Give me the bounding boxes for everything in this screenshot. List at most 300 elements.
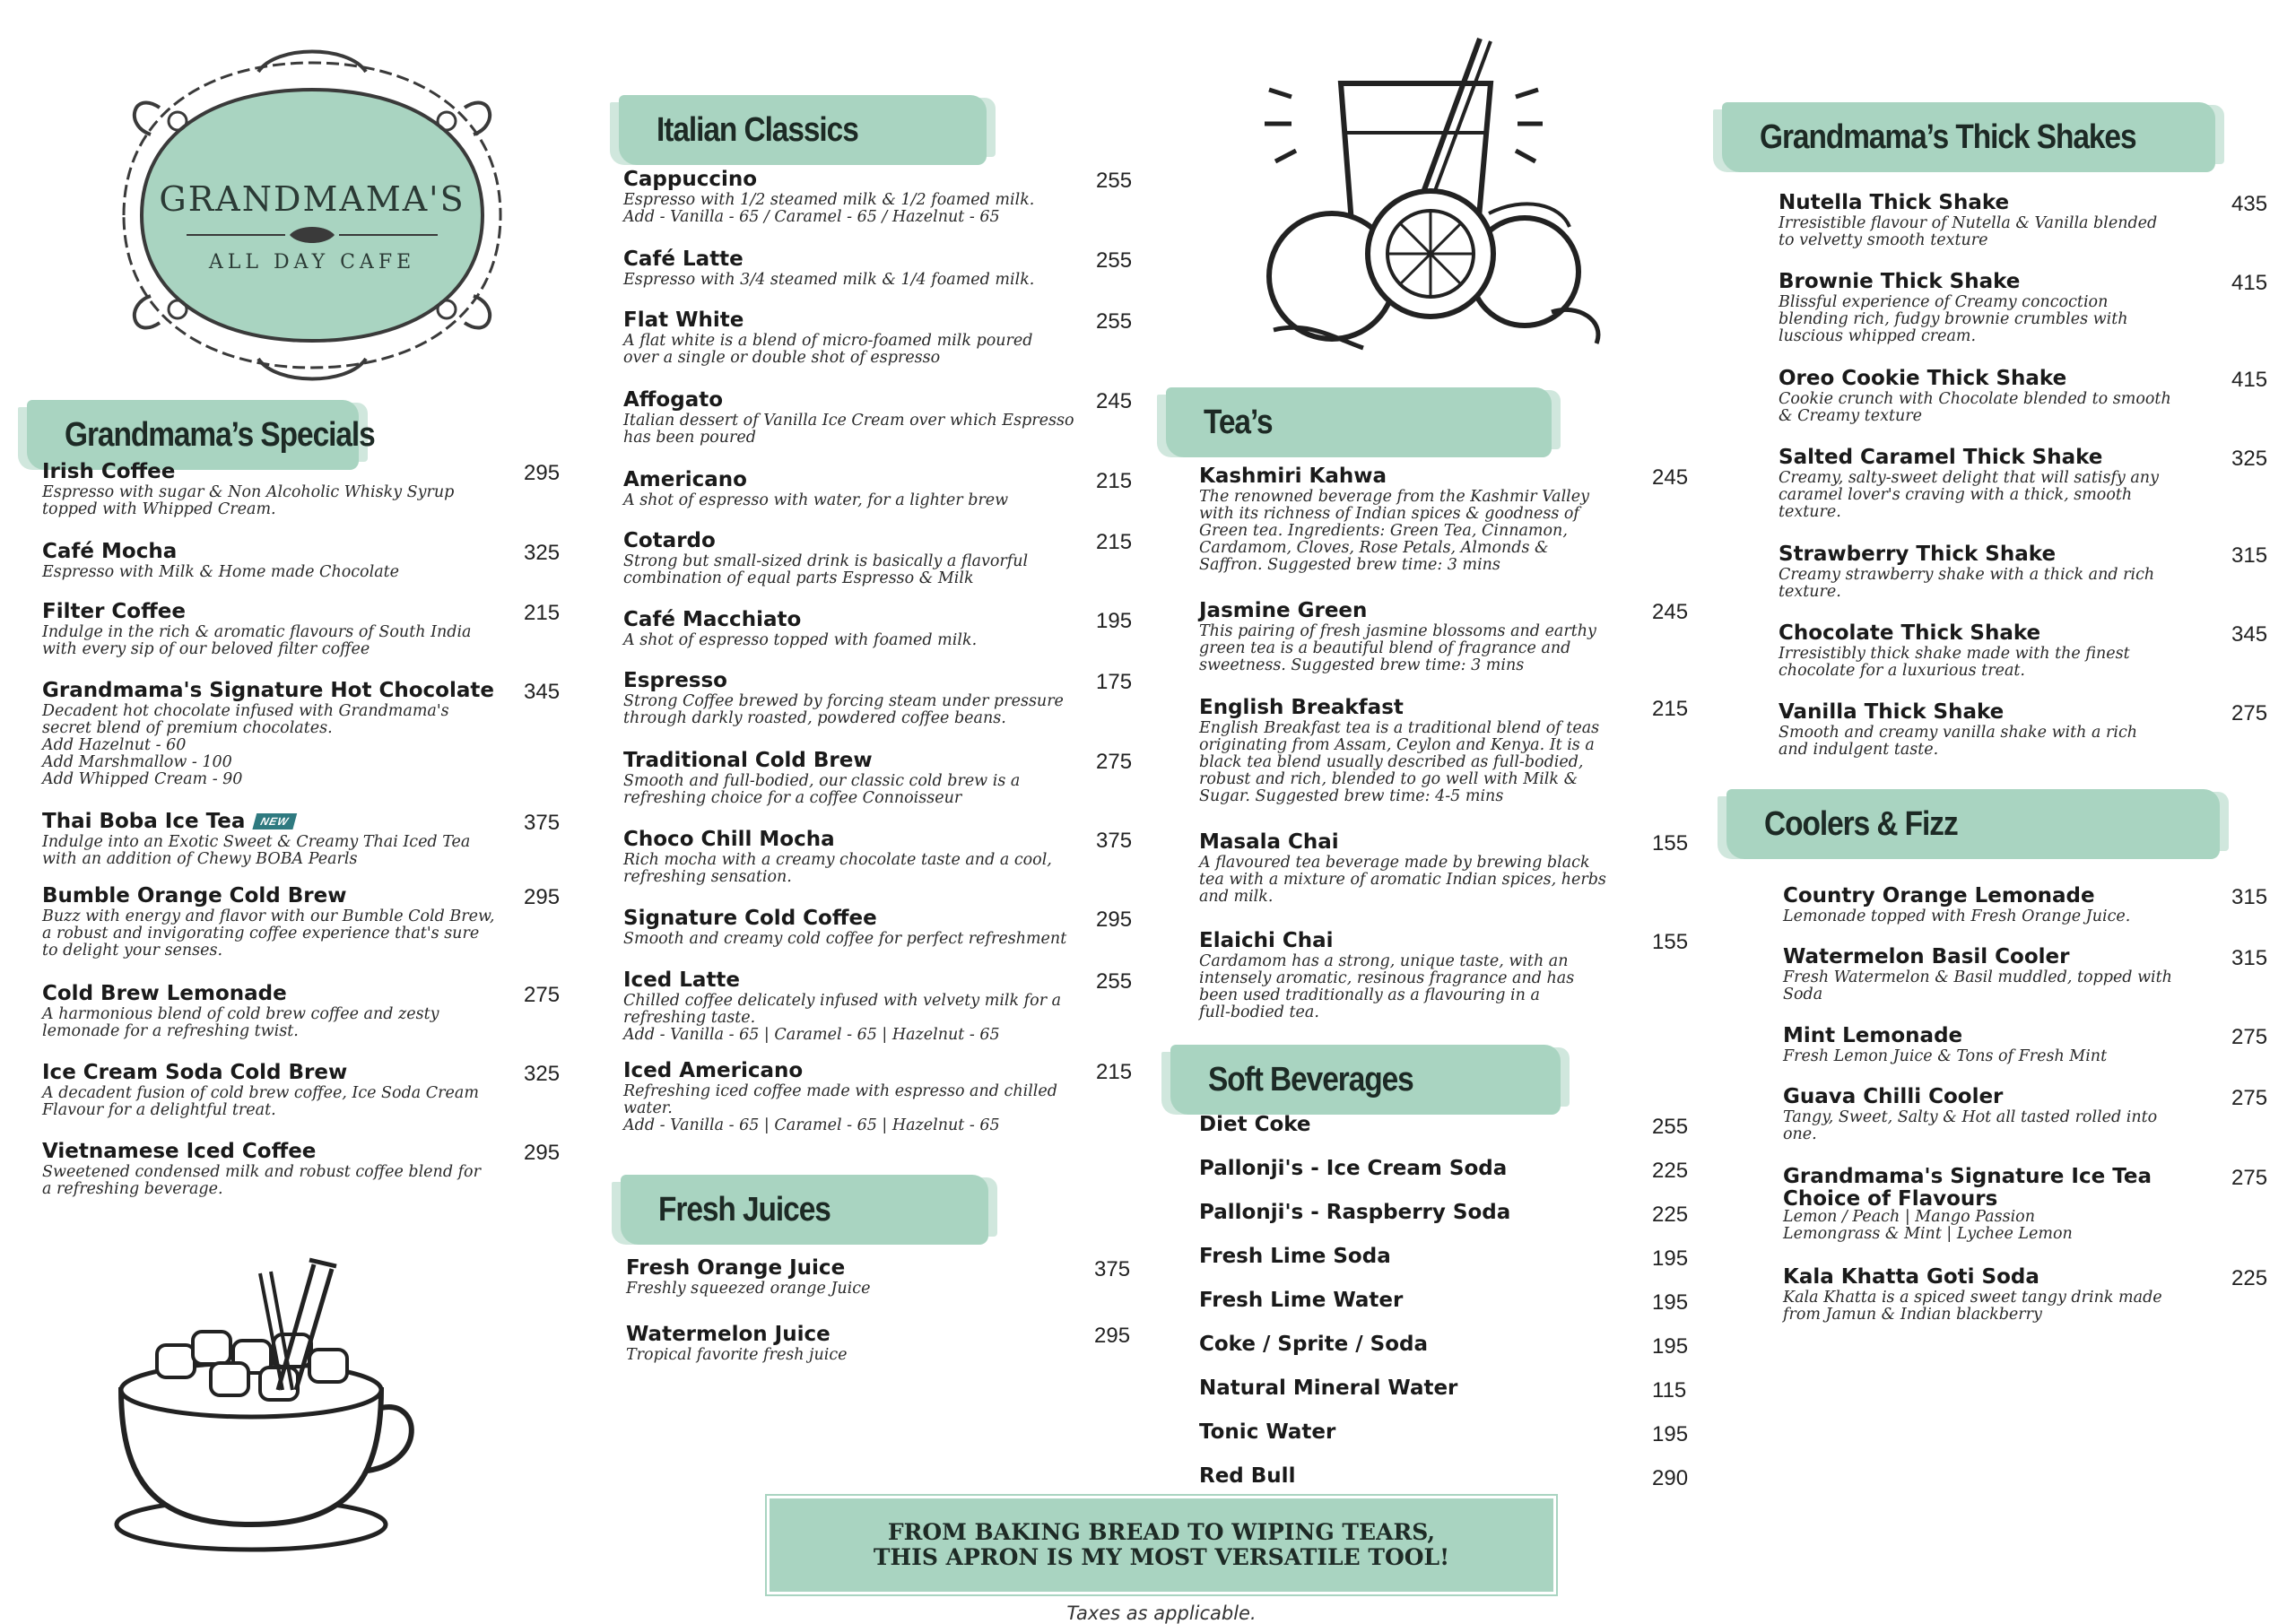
description-line: Espresso with sugar & Non Alcoholic Whisky Syrup [42,483,455,501]
description-line: Espresso with 3/4 steamed milk & 1/4 foamed milk. [623,271,1035,289]
item-price: 275 [2231,1025,2268,1049]
item-name: Mint Lemonade [1783,1024,1963,1047]
description-line: texture. [1779,583,1841,601]
item-name: Ice Cream Soda Cold Brew [42,1061,348,1084]
description-line: Strong but small-sized drink is basically a flavorful [623,552,1029,570]
item-price: 255 [1096,248,1133,273]
hot-chocolate-cup-icon [108,1255,422,1560]
item-description [42,834,470,868]
item-name: Nutella Thick Shake [1779,191,2010,214]
description-line: A flat white is a blend of micro-foamed milk poured [623,332,1033,350]
menu-item [42,883,494,960]
item-price: 155 [1652,930,1689,954]
item-price: 275 [2231,701,2268,725]
item-description [623,192,1034,226]
item-price: 255 [1652,1115,1689,1139]
item-price: 290 [1652,1466,1689,1490]
item-name: Jasmine Green [1199,599,1368,622]
item-name: Masala Chai [1199,830,1339,854]
item-description [623,693,1064,727]
description-line: and milk. [1199,888,1274,906]
description-line: A flavoured tea beverage made by brewing black [1199,854,1590,872]
menu-item [623,827,1052,886]
menu-item: Tonic Water [1199,1420,1336,1444]
description-line: topped with Whipped Cream. [42,500,276,518]
description-line: Add - Vanilla - 65 | Caramel - 65 | Hazelnut - 65 [623,1116,1000,1134]
description-line: Creamy, salty-sweet delight that will satisfy any [1779,469,2159,487]
item-price: 215 [524,601,561,625]
item-price: 295 [524,1141,561,1165]
section-header-teas [1166,387,1552,457]
item-name: Fresh Orange Juice [626,1256,846,1280]
description-line: sweetness. Suggested brew time: 3 mins [1199,656,1525,674]
item-name: Chocolate Thick Shake [1779,621,2041,645]
item-name: Flat White [623,308,744,332]
description-line: Lemon / Peach | Mango Passion [1783,1208,2035,1226]
description-line: over a single or double shot of espresso [623,349,941,367]
menu-item [42,459,454,518]
item-name: Grandmama's Signature Ice Tea [1783,1165,2152,1188]
item-price: 415 [2231,271,2268,295]
description-line: A decadent fusion of cold brew coffee, Ice Soda Cream [42,1084,479,1102]
item-name: Vanilla Thick Shake [1779,700,2005,724]
item-price: 255 [1096,969,1133,994]
menu-item [623,467,1008,509]
description-line: Cardamom has a strong, unique taste, with an [1199,952,1569,970]
menu-item [626,1255,870,1298]
description-line: Add - Vanilla - 65 | Caramel - 65 | Hazelnut - 65 [623,1026,1000,1044]
menu-item [623,906,1066,948]
description-line: Blissful experience of Creamy concoction [1779,293,2109,311]
description-line: Sugar. Suggested brew time: 4-5 mins [1199,787,1504,805]
item-description [626,1347,847,1364]
description-line: Tangy, Sweet, Salty & Hot all tasted rolled into [1783,1108,2158,1126]
description-line: Indulge in the rich & aromatic flavours of South India [42,623,472,641]
description-line: caramel lover's craving with a thick, smooth [1779,486,2133,504]
item-name: Watermelon Juice [626,1323,831,1346]
new-badge: NEW [253,813,298,829]
description-line: Add Marshmallow - 100 [42,753,232,771]
menu-item [1783,1023,2107,1065]
item-price: 195 [1652,1334,1689,1359]
menu-item [1199,928,1574,1021]
item-price: 325 [524,1062,561,1086]
item-name: Iced Latte [623,968,741,992]
item-description [623,993,1061,1044]
item-price: 415 [2231,368,2268,392]
menu-item [623,668,1064,727]
section-title: Soft Beverages [1208,1061,1413,1099]
menu-item [42,539,399,581]
item-price: 175 [1096,670,1133,694]
description-line: with an addition of Chewy BOBA Pearls [42,850,358,868]
item-price: 315 [2231,543,2268,568]
description-line: Soda [1783,986,1823,1003]
item-price: 375 [1094,1257,1131,1281]
description-line: Saffron. Suggested brew time: 3 mins [1199,556,1500,574]
item-price: 325 [524,541,561,565]
item-name: Iced Americano [623,1059,804,1082]
item-name: Signature Cold Coffee [623,907,877,930]
item-price: 225 [2231,1266,2268,1290]
menu-item [623,247,1034,289]
description-line: a refreshing beverage. [42,1180,223,1198]
description-line: Add Whipped Cream - 90 [42,770,243,788]
section-title: Tea’s [1204,404,1273,441]
section-header-shakes [1722,102,2215,172]
menu-item [42,809,470,868]
item-price: 155 [1652,831,1689,855]
menu-item [42,599,471,658]
item-name: Grandmama's Signature Hot Chocolate [42,679,494,702]
item-description [623,632,977,649]
item-description [1779,215,2157,249]
item-name: Irish Coffee [42,460,176,483]
item-description [623,852,1052,886]
item-price: 315 [2231,946,2268,970]
taxes-note: Taxes as applicable. [1066,1602,1257,1624]
description-line: Italian dessert of Vanilla Ice Cream over which Espresso [623,412,1074,430]
section-header-soft [1170,1045,1561,1115]
item-price: 275 [2231,1086,2268,1110]
description-line: one. [1783,1125,1817,1143]
description-line: Lemongrass & Mint | Lychee Lemon [1783,1225,2073,1243]
description-line: chocolate for a luxurious treat. [1779,662,2025,680]
item-name: Café Mocha [42,540,178,563]
item-price: 195 [1096,609,1133,633]
item-price: 225 [1652,1159,1689,1183]
description-line: Indulge into an Exotic Sweet & Creamy Thai Iced Tea [42,833,471,851]
menu-item [42,981,439,1040]
item-price: 245 [1652,600,1689,624]
item-price: 295 [1094,1324,1131,1348]
menu-item [623,167,1034,226]
item-price: 225 [1652,1203,1689,1227]
quote-banner [767,1496,1556,1594]
description-line: with every sip of our beloved filter coffee [42,640,370,658]
description-line: texture. [1779,503,1841,521]
description-line: Smooth and creamy vanilla shake with a rich [1779,724,2138,742]
description-line: Refreshing iced coffee made with espresso and chilled [623,1082,1057,1100]
item-name: Cold Brew Lemonade [42,982,287,1005]
item-name: Affogato [623,388,724,412]
menu-item [623,968,1061,1044]
description-line: blending rich, fudgy brownie crumbles with [1779,310,2128,328]
item-description [42,1164,481,1198]
description-line: been used traditionally as a flavouring in a [1199,986,1540,1004]
logo-subtitle: ALL DAY CAFE [208,251,416,274]
item-price: 375 [524,811,561,835]
item-description [42,703,494,788]
item-name: English Breakfast [1199,696,1404,719]
description-line: combination of equal parts Espresso & Milk [623,569,974,587]
description-line: Espresso with Milk & Home made Chocolate [42,563,400,581]
item-name: Kashmiri Kahwa [1199,465,1387,488]
item-price: 435 [2231,192,2268,216]
juice-glass-icon [1256,34,1623,384]
menu-item: Diet Coke [1199,1113,1311,1136]
item-description [1779,294,2128,345]
section-header-juices [621,1175,988,1245]
description-line: Lemonade topped with Fresh Orange Juice. [1783,908,2131,925]
menu-item [1779,699,2137,759]
description-line: black tea blend usually described as full-bodied, [1199,753,1584,771]
item-description [1199,855,1606,906]
description-line: Add Hazelnut - 60 [42,736,187,754]
item-name: Country Orange Lemonade [1783,884,2095,908]
description-line: Kala Khatta is a spiced sweet tangy drink made [1783,1289,2162,1307]
menu-item [1779,542,2154,601]
item-price: 215 [1096,1060,1133,1084]
description-line: Cardamom, Cloves, Rose Petals, Almonds & [1199,539,1549,557]
description-line: Creamy strawberry shake with a thick and rich [1779,566,2155,584]
item-price: 295 [1096,908,1133,932]
menu-item [1783,883,2130,925]
item-description [42,564,399,581]
description-line: a robust and invigorating coffee experience that's sure [42,925,480,942]
description-line: Decadent hot chocolate infused with Grandmama's [42,702,449,720]
item-description [623,1083,1057,1134]
description-line: refreshing sensation. [623,868,792,886]
item-description [42,624,471,658]
menu-item: Natural Mineral Water [1199,1376,1458,1400]
item-price: 115 [1652,1378,1687,1403]
item-name: Choco Chill Mocha [623,828,835,851]
description-line: A harmonious blend of cold brew coffee and zesty [42,1005,439,1023]
description-line: through darkly roasted, powdered coffee beans. [623,709,1006,727]
item-name: Kala Khatta Goti Soda [1783,1265,2039,1289]
item-price: 215 [1096,530,1133,554]
item-description [623,272,1034,289]
menu-item [626,1322,847,1364]
menu-item: Fresh Lime Water [1199,1289,1404,1312]
item-price: 255 [1096,309,1133,334]
item-description [1199,953,1574,1021]
description-line: lemonade for a refreshing twist. [42,1022,299,1040]
description-line: with its richness of Indian spices & goodness of [1199,505,1579,523]
section-title: Fresh Juices [658,1191,831,1229]
menu-item [623,607,977,649]
section-title: Coolers & Fizz [1764,805,1958,843]
description-line: intensely aromatic, resinous fragrance and has [1199,969,1575,987]
item-price: 345 [524,680,561,704]
section-title: Italian Classics [657,111,858,149]
item-price: 325 [2231,447,2268,471]
description-line: Tropical favorite fresh juice [626,1346,848,1364]
menu-item [1779,621,2130,680]
item-price: 375 [1096,829,1133,853]
item-description [1779,725,2137,759]
description-line: Sweetened condensed milk and robust coffee blend for [42,1163,481,1181]
item-description [1199,489,1589,574]
item-price: 255 [1096,169,1133,193]
item-description [623,931,1066,948]
item-price: 275 [1096,750,1133,774]
description-line: Smooth and full-bodied, our classic cold brew is a [623,772,1021,790]
item-description [623,773,1020,807]
menu-item [1199,464,1589,574]
menu-item [1779,190,2157,249]
menu-item: Pallonji's - Ice Cream Soda [1199,1157,1508,1180]
description-line: to velvetty smooth texture [1779,231,1988,249]
item-name: Vietnamese Iced Coffee [42,1140,317,1163]
description-line: full-bodied tea. [1199,1003,1319,1021]
item-description [623,333,1032,367]
description-line: Fresh Watermelon & Basil muddled, topped with [1783,968,2172,986]
item-price: 195 [1652,1246,1689,1271]
description-line: to delight your senses. [42,942,223,960]
description-line: & Creamy texture [1779,407,1923,425]
item-description [1783,1290,2162,1324]
item-description [623,492,1008,509]
menu-item [1783,1084,2157,1143]
description-line: Strong Coffee brewed by forcing steam under pressure [623,692,1064,710]
item-price: 295 [524,461,561,485]
item-description [1783,1209,2152,1243]
item-description [1199,720,1599,805]
quote-line: THIS APRON IS MY MOST VERSATILE TOOL! [873,1544,1450,1570]
description-line: green tea is a beautiful blend of fragrance and [1199,639,1571,657]
description-line: A shot of espresso with water, for a lighter brew [623,491,1009,509]
menu-item: Pallonji's - Raspberry Soda [1199,1201,1511,1224]
menu-item [1199,695,1599,805]
item-price: 345 [2231,622,2268,647]
description-line: tea with a mixture of aromatic Indian spices, herbs [1199,871,1606,889]
cafe-logo [106,36,518,386]
item-name: Bumble Orange Cold Brew [42,884,347,908]
item-price: 195 [1652,1422,1689,1446]
menu-item: Fresh Lime Soda [1199,1245,1391,1268]
quote-line: FROM BAKING BREAD TO WIPING TEARS, [887,1519,1436,1545]
item-name: Cotardo [623,529,716,552]
description-line: has been poured [623,429,756,447]
item-description [623,413,1074,447]
item-description [1779,646,2130,680]
menu-item: Coke / Sprite / Soda [1199,1333,1428,1356]
item-description [626,1281,870,1298]
menu-item [42,678,494,788]
menu-item [42,1139,481,1198]
menu-item [1199,829,1606,906]
item-name: Oreo Cookie Thick Shake [1779,367,2067,390]
description-line: Chilled coffee delicately infused with velvety milk for a [623,992,1062,1010]
description-line: luscious whipped cream. [1779,327,1977,345]
item-name: Watermelon Basil Cooler [1783,945,2070,968]
item-price: 245 [1652,465,1689,490]
menu-item [1783,1164,2152,1243]
item-name: Café Latte [623,248,744,271]
item-description [1783,969,2172,1003]
item-price: 245 [1096,389,1133,413]
item-price: 275 [524,983,561,1007]
description-line: This pairing of fresh jasmine blossoms and earthy [1199,622,1596,640]
description-line: and indulgent taste. [1779,741,1939,759]
description-line: originating from Assam, Ceylon and Kenya. It is a [1199,736,1595,754]
menu-item [623,387,1074,447]
item-name-line2: Choice of Flavours [1783,1187,1998,1211]
section-title: Grandmama’s Thick Shakes [1760,118,2136,156]
item-price: 215 [1652,697,1689,721]
item-description [42,1006,439,1040]
menu-item [1199,598,1596,674]
menu-item [1779,445,2159,521]
item-description [1779,470,2159,521]
description-line: Cookie crunch with Chocolate blended to smooth [1779,390,2171,408]
item-price: 315 [2231,885,2268,909]
item-name: Thai Boba Ice Tea [42,810,246,833]
item-description [1199,623,1596,674]
item-price: 295 [524,885,561,909]
description-line: secret blend of premium chocolates. [42,719,333,737]
menu-item [1783,1264,2162,1324]
menu-item [1779,269,2128,345]
item-name: Brownie Thick Shake [1779,270,2021,293]
item-description [623,553,1028,587]
description-line: Smooth and creamy cold coffee for perfect refreshment [623,930,1067,948]
item-name: Salted Caramel Thick Shake [1779,446,2103,469]
item-name: Café Macchiato [623,608,802,631]
description-line: English Breakfast tea is a traditional blend of teas [1199,719,1600,737]
menu-item [1783,944,2172,1003]
description-line: water. [623,1099,673,1117]
item-description [1783,1048,2107,1065]
description-line: from Jamun & Indian blackberry [1783,1306,2042,1324]
item-name: Filter Coffee [42,600,186,623]
item-description [42,484,454,518]
menu-item [623,528,1028,587]
description-line: Irresistible flavour of Nutella & Vanilla blended [1779,214,2158,232]
menu-item [42,1060,479,1119]
section-header-coolers [1726,789,2220,859]
item-price: 195 [1652,1290,1689,1315]
menu-item [623,748,1020,807]
item-description [42,908,494,960]
item-description [1779,567,2154,601]
description-line: Irresistibly thick shake made with the finest [1779,645,2130,663]
description-line: Flavour for a delightful treat. [42,1101,276,1119]
description-line: Buzz with energy and flavor with our Bumble Cold Brew, [42,908,495,925]
description-line: Add - Vanilla - 65 / Caramel - 65 / Hazelnut - 65 [623,208,1000,226]
item-name: Elaichi Chai [1199,929,1334,952]
description-line: Espresso with 1/2 steamed milk & 1/2 foamed milk. [623,191,1035,209]
item-price: 215 [1096,469,1133,493]
description-line: Rich mocha with a creamy chocolate taste and a cool, [623,851,1052,869]
item-name: Americano [623,468,747,491]
description-line: A shot of espresso topped with foamed milk. [623,631,978,649]
menu-item [1779,366,2171,425]
description-line: refreshing taste. [623,1009,756,1027]
item-name: Traditional Cold Brew [623,749,873,772]
description-line: The renowned beverage from the Kashmir Valley [1199,488,1590,506]
description-line: Fresh Lemon Juice & Tons of Fresh Mint [1783,1047,2108,1065]
menu-item [623,1058,1057,1134]
item-description [1783,1109,2157,1143]
description-line: refreshing choice for a coffee Connoisseur [623,789,962,807]
menu-item: Red Bull [1199,1464,1296,1488]
item-name: Cappuccino [623,168,758,191]
item-price: 275 [2231,1166,2268,1190]
section-header-italian [619,95,987,165]
description-line: Green tea. Ingredients: Green Tea, Cinnamon, [1199,522,1568,540]
logo-title: GRANDMAMA'S [159,179,465,219]
item-description [42,1085,479,1119]
section-title: Grandmama’s Specials [65,416,375,454]
item-name: Strawberry Thick Shake [1779,543,2057,566]
item-description [1779,391,2171,425]
item-name: Espresso [623,669,727,692]
item-name: Guava Chilli Cooler [1783,1085,2004,1108]
menu-item [623,308,1032,367]
